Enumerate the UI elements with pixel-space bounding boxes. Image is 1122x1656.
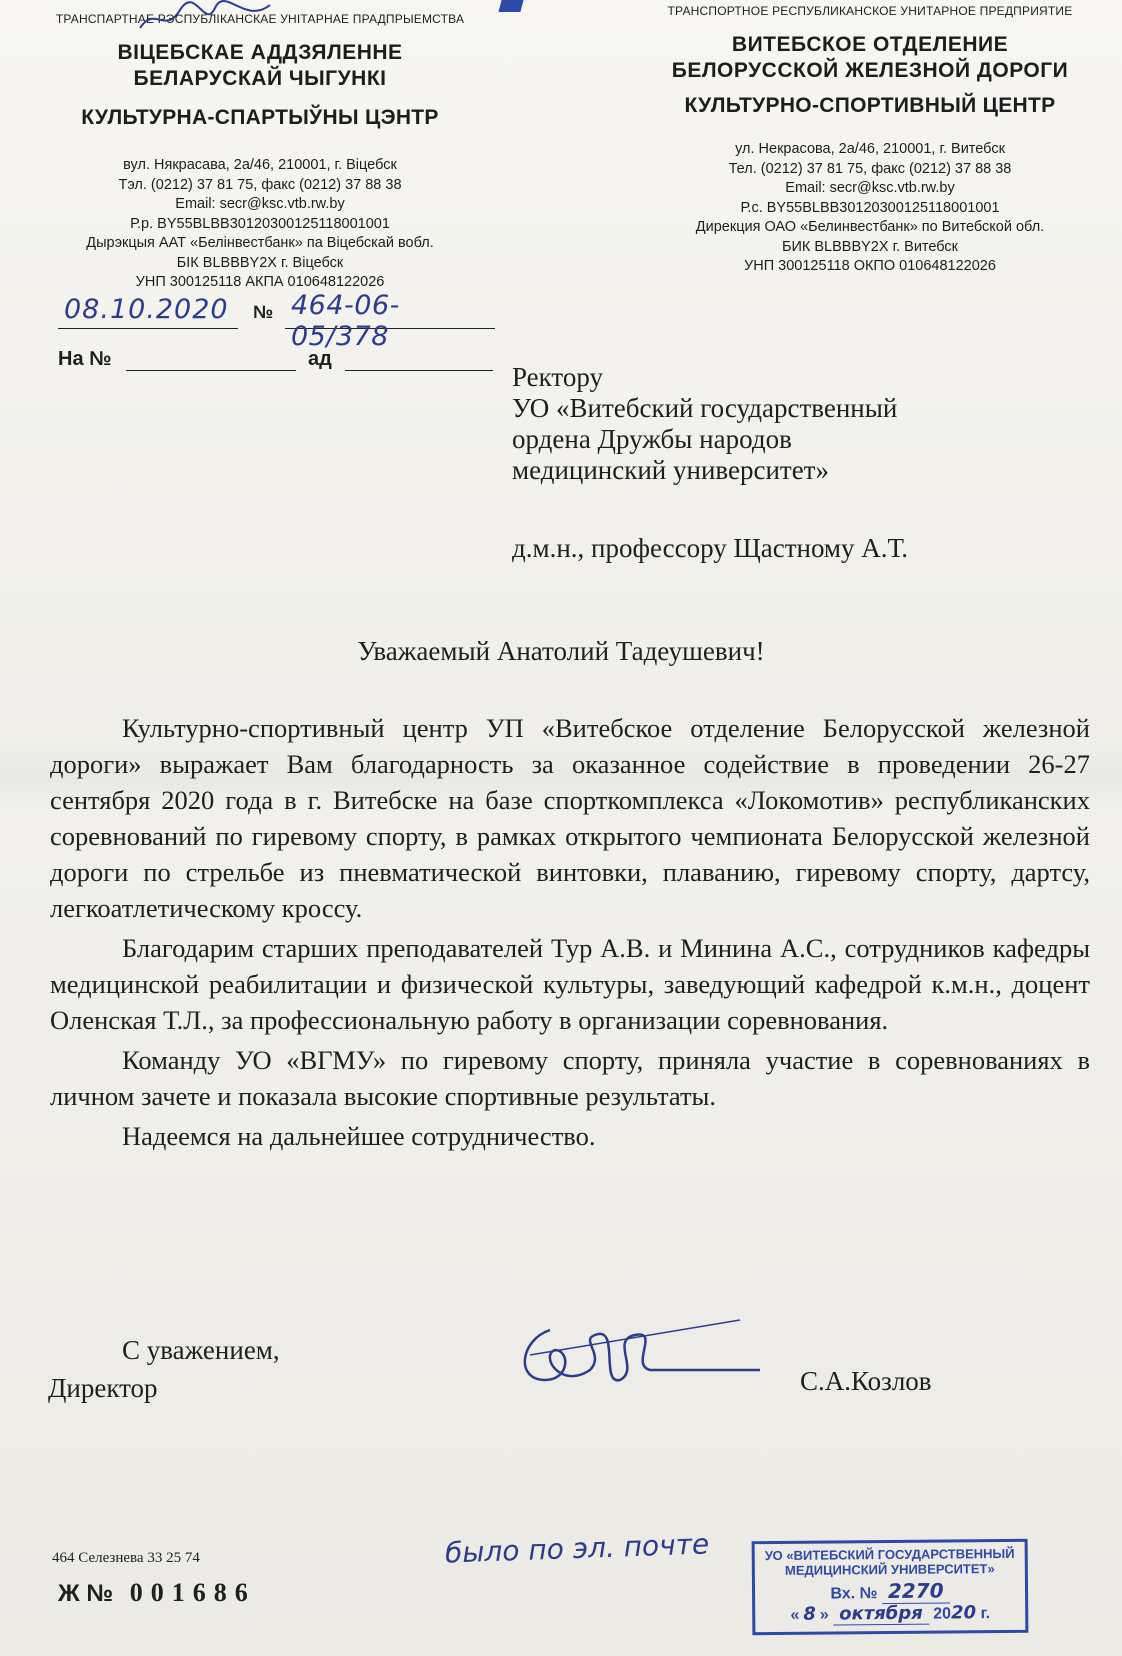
left-line-bank: Дырэкцыя ААТ «Белінвестбанк» па Віцебскай вобл. bbox=[86, 235, 434, 251]
left-line-email: Email: secr@ksc.vtb.rw.by bbox=[175, 196, 345, 212]
on-number-label: На № bbox=[58, 348, 112, 370]
serial-block bbox=[58, 1578, 256, 1608]
left-center-name: КУЛЬТУРНА-СПАРТЫЎНЫ ЦЭНТР bbox=[81, 106, 439, 129]
left-line-address: вул. Някрасава, 2а/46, 210001, г. Віцебск bbox=[123, 157, 397, 173]
header-signature-scribble bbox=[135, 0, 275, 40]
recipient-line-4: медицинский университет» bbox=[512, 455, 829, 485]
body-paragraph-1: Культурно-спортивный центр УП «Витебское отделение Белорусской железной дороги» выражает Вам благодарность за оказанное содействие в проведении 26-27 сентября 2020 года в г. Витебске на базе спорткомплекса «Локомотив» республиканских соревнований по гиревому спорту, в рамках открытого чемпионата Белорусской железной дороги по стрельбе из пневматической винтовки, плаванию, гиревому спорту, дартсу, легкоатлетическому кроссу. bbox=[50, 713, 1090, 923]
reference-number: 464-06-05/378 bbox=[291, 290, 400, 352]
right-line-phone: Тел. (0212) 37 81 75, факс (0212) 37 88 38 bbox=[728, 160, 1012, 177]
stamp-year-unit: г. bbox=[980, 1605, 991, 1623]
right-line-email: Email: secr@ksc.vtb.rw.by bbox=[785, 180, 955, 196]
left-dept-line2: БЕЛАРУСКАЙ ЧЫГУНКІ bbox=[133, 67, 387, 90]
recipient-title: д.м.н., профессору Щастному А.Т. bbox=[512, 533, 909, 563]
stamp-line-2: МЕДИЦИНСКИЙ УНИВЕРСИТЕТ» bbox=[784, 1561, 995, 1578]
incoming-stamp: УО «ВИТЕБСКИЙ ГОСУДАРСТВЕННЫЙ МЕДИЦИНСКИЙ УНИВЕРСИТЕТ» Вх. № 2270 « 8 » октября 2020 г. bbox=[752, 1539, 1029, 1635]
left-letterhead bbox=[40, 12, 480, 293]
left-line-account: Р.р. BY55BLBB30120300125118001001 bbox=[130, 215, 390, 232]
right-line-bic: БИК BLBBBY2X г. Витебск bbox=[781, 238, 959, 255]
letter-body bbox=[50, 710, 1090, 1154]
reference-date: 08.10.2020 bbox=[64, 294, 229, 325]
right-org-type: ТРАНСПОРТНОЕ РЕСПУБЛИКАНСКОЕ УНИТАРНОЕ ПРЕДПРИЯТИЕ bbox=[667, 4, 1073, 18]
closing-regards: С уважением, bbox=[122, 1335, 280, 1365]
recipient-line-3: ордена Дружбы народов bbox=[512, 424, 792, 454]
right-line-account: Р.с. BY55BLBB30120300125118001001 bbox=[740, 199, 1000, 216]
stamp-year-prefix: 20 bbox=[933, 1605, 952, 1623]
right-line-bank: Дирекция ОАО «Белинвестбанк» по Витебской обл. bbox=[695, 219, 1045, 235]
stamp-in-label: Вх. № bbox=[830, 1585, 878, 1603]
stamp-month: октября bbox=[833, 1603, 929, 1626]
recipient-line-1: Ректору bbox=[512, 362, 603, 392]
stamp-day: 8 bbox=[803, 1603, 816, 1625]
right-center-name: КУЛЬТУРНО-СПОРТИВНЫЙ ЦЕНТР bbox=[684, 94, 1056, 117]
stamp-in-number: 2270 bbox=[882, 1578, 950, 1604]
right-dept-line1: ВИТЕБСКОЕ ОТДЕЛЕНИЕ bbox=[731, 33, 1009, 56]
right-line-address: ул. Некрасова, 2а/46, 210001, г. Витебск bbox=[735, 141, 1005, 157]
right-line-unp: УНП 300125118 ОКПО 010648122026 bbox=[744, 258, 996, 274]
from-blank bbox=[345, 370, 493, 371]
left-dept-line1: ВІЦЕБСКАЕ АДДЗЯЛЕННЕ bbox=[117, 41, 403, 64]
recipient-line-2: УО «Витебский государственный bbox=[512, 393, 898, 423]
director-name: С.А.Козлов bbox=[800, 1366, 932, 1396]
serial-number: 001686 bbox=[129, 1578, 256, 1607]
reference-number-field bbox=[285, 290, 495, 352]
serial-label: Ж № bbox=[58, 1580, 114, 1607]
left-line-unp: УНП 300125118 АКПА 010648122026 bbox=[135, 274, 385, 290]
reference-date-field bbox=[58, 292, 238, 329]
closing-position: Директор bbox=[48, 1373, 158, 1403]
left-org-type: ТРАНСПАРТНАЕ РЭСПУБЛІКАНСКАЕ УНІТАРНАЕ ПРАДПРЫЕМСТВА bbox=[55, 12, 465, 26]
handwritten-note: было по эл. почте bbox=[444, 1527, 710, 1570]
stamp-year-suffix: 20 bbox=[950, 1602, 977, 1624]
right-letterhead bbox=[640, 4, 1100, 277]
railway-emblem bbox=[498, 0, 523, 12]
executor-info: 464 Селезнева 33 25 74 bbox=[52, 1550, 200, 1566]
body-paragraph-2: Благодарим старших преподавателей Тур А.В. и Минина А.С., сотрудников кафедры медицинской реабилитации и физической культуры, заведующий кафедрой к.м.н., доцент Оленская Т.Л., за профессиональную работу в организации соревнования. bbox=[50, 933, 1090, 1035]
recipient-block bbox=[512, 362, 1072, 564]
body-paragraph-3: Команду УО «ВГМУ» по гиревому спорту, приняла участие в соревнованиях в личном зачете и показала высокие спортивные результаты. bbox=[50, 1045, 1090, 1111]
stamp-line-1: УО «ВИТЕБСКИЙ ГОСУДАРСТВЕННЫЙ bbox=[764, 1545, 1015, 1564]
right-dept-line2: БЕЛОРУССКОЙ ЖЕЛЕЗНОЙ ДОРОГИ bbox=[671, 59, 1069, 82]
reference-number-sign: № bbox=[253, 302, 274, 322]
salutation: Уважаемый Анатолий Тадеушевич! bbox=[357, 636, 765, 666]
on-number-blank bbox=[126, 370, 296, 371]
body-paragraph-4: Надеемся на дальнейшее сотрудничество. bbox=[122, 1121, 596, 1151]
director-signature bbox=[510, 1310, 770, 1400]
left-line-bic: БІК BLBBBY2X г. Віцебск bbox=[176, 254, 344, 271]
from-label: ад bbox=[308, 348, 332, 370]
left-line-phone: Тэл. (0212) 37 81 75, факс (0212) 37 88 38 bbox=[118, 176, 402, 193]
